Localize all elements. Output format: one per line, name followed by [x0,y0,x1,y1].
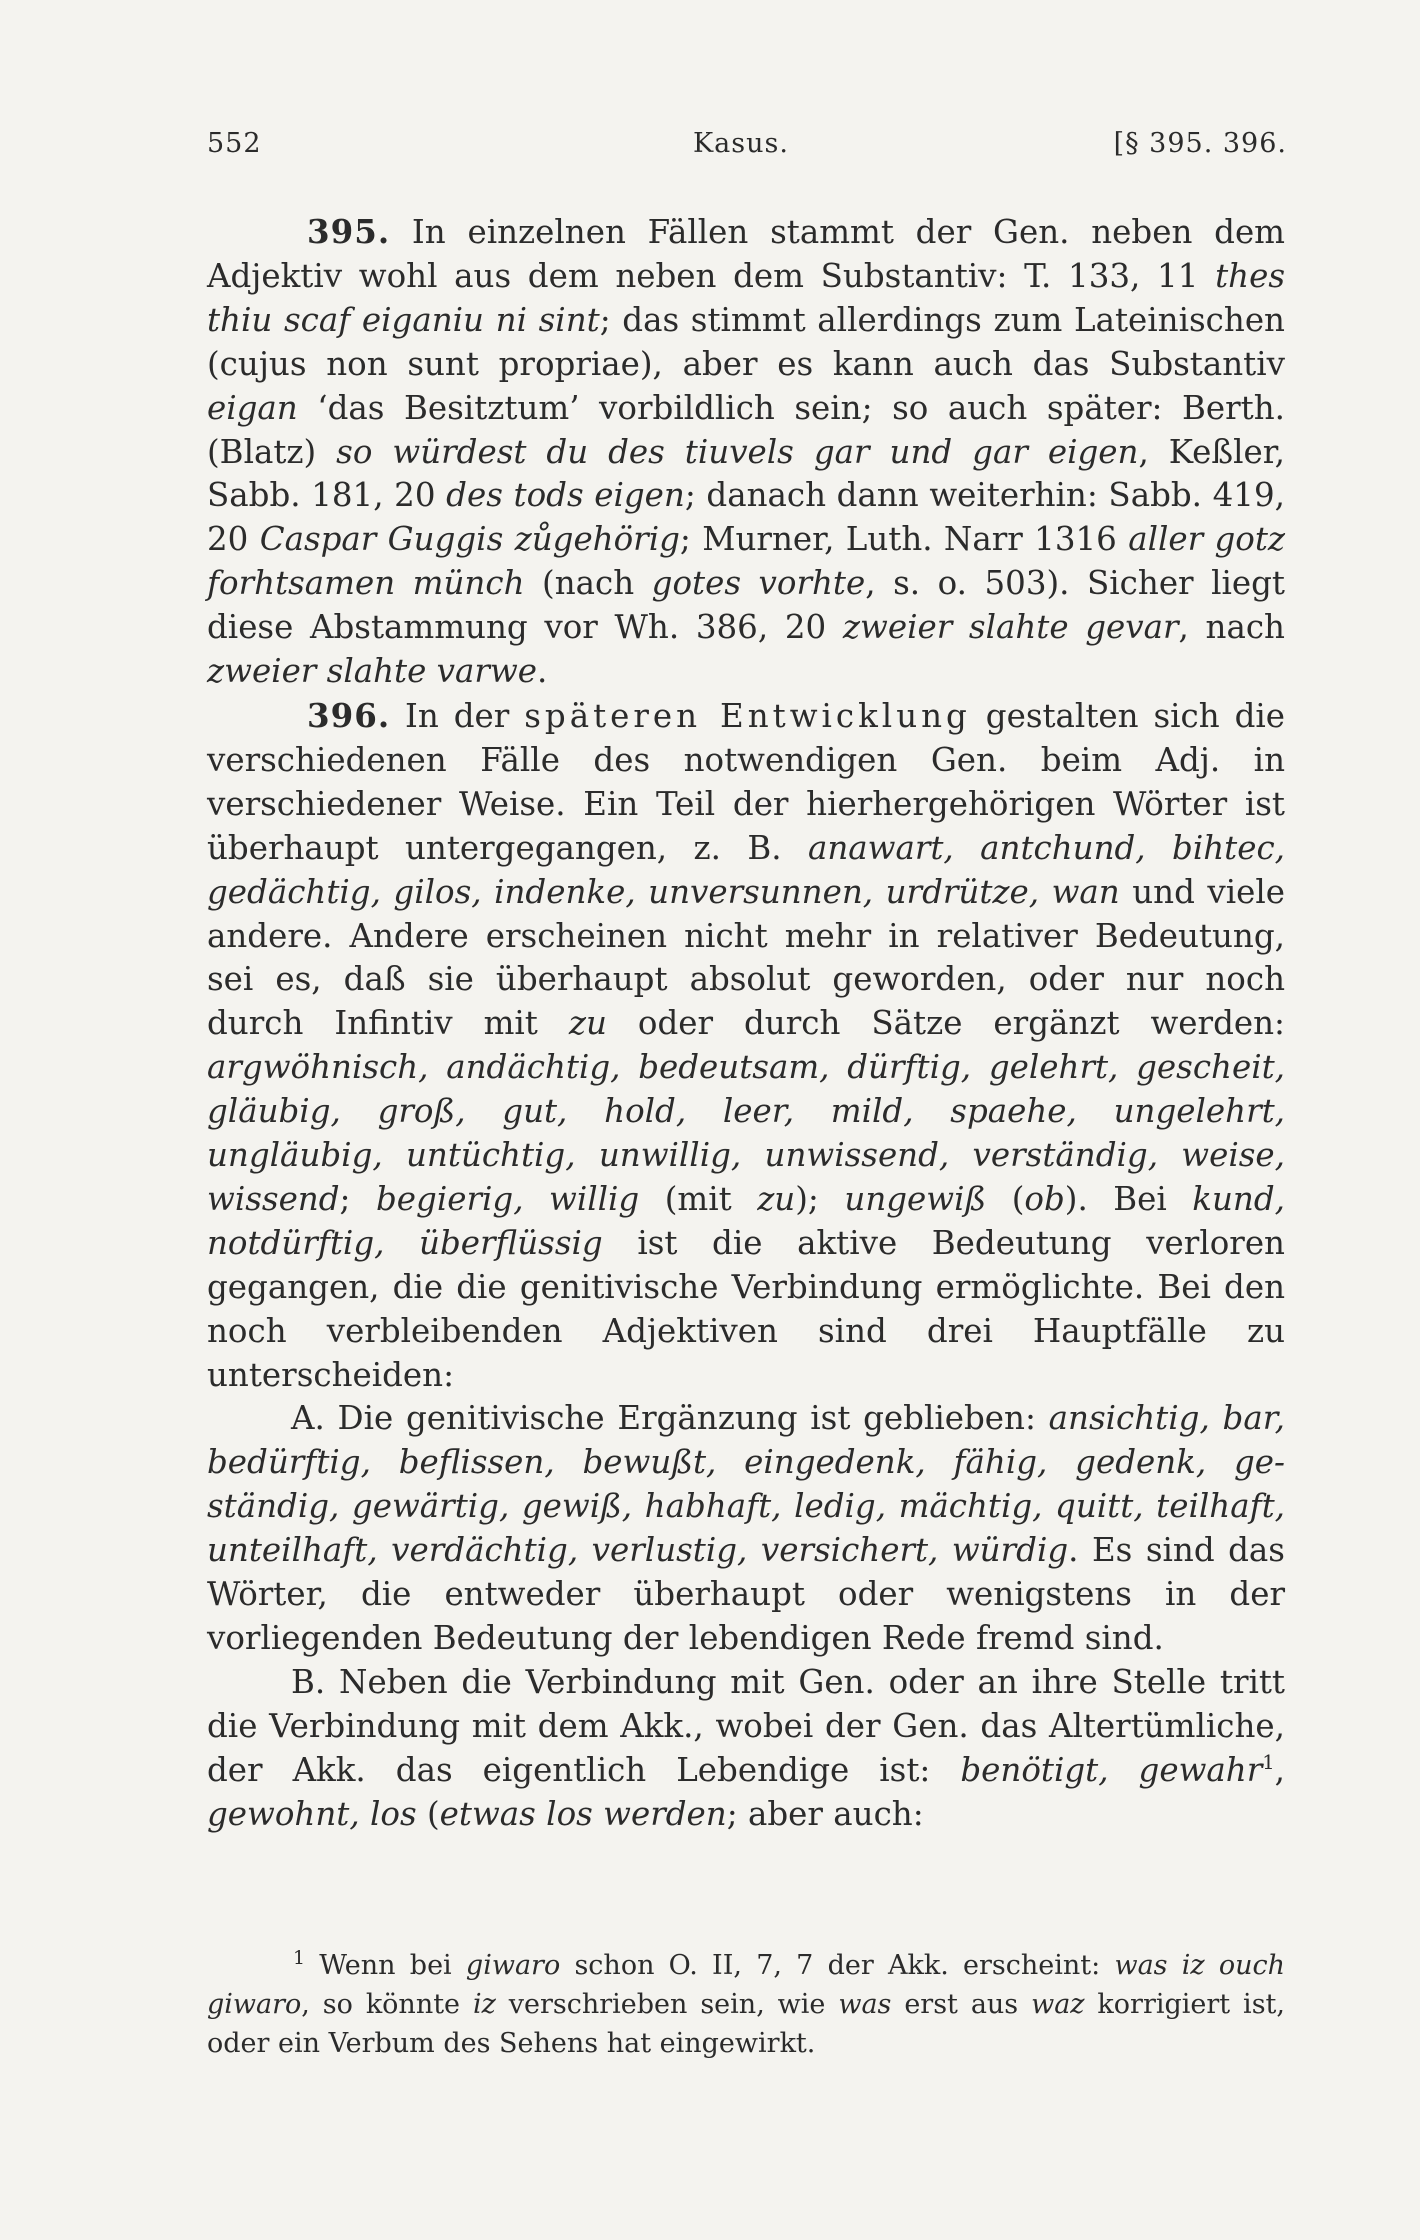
paragraph-number: 395. [307,212,391,251]
running-head [207,128,1287,168]
paragraph-396: 396. In der späteren Entwicklung gestalten sich die verschiedenen Fälle des notwendigen Gen. beim Adj. in verschiedener Weise. Ein Teil der hierhergehörigen Wörter ist überhaupt untergegangen, z. B. anawart, antchund, bihtec, gedächtig, gilos, indenke, unversunnen, urdrütze, wan und viele andere. Andere erscheinen nicht mehr in relativer Bedeutung, sei es, daß sie überhaupt absolut geworden, oder nur noch durch Infintiv mit zu oder durch Sätze ergänzt werden: argwöhnisch, andächtig, bedeutsam, dürftig, gelehrt, gescheit, gläubig, groß, gut, hold, leer, mild, spaehe, ungelehrt, ungläubig, untüchtig, unwillig, unwissend, verständig, weise, wissend; begierig, willig (mit zu); ungewiß (ob). Bei kund, notdürftig, überflüssig ist die aktive Bedeutung verloren gegangen, die die genitivische Verbindung ermöglichte. Bei den noch verbleibenden Adjektiven sind drei Hauptfälle zu unterscheiden: [207,695,1285,1394]
running-title: Kasus. [693,128,789,159]
footnote-mark: 1 [293,1947,306,1969]
section-range: [§ 395. 396. [1113,128,1287,159]
book-page [207,0,1287,2240]
body-text [207,210,1285,1837]
paragraph-b: B. Neben die Verbindung mit Gen. oder an ihre Stelle tritt die Verbindung mit dem Akk., wobei der Gen. das Altertümliche, der Akk. das eigentlich Lebendige ist: benötigt, gewahr$^1$, gewohnt, los (etwas los werden; aber auch: [207,1662,1286,1833]
footnote-reference[interactable]: 1 [1262,1750,1275,1774]
footnote: $^1$ Wenn bei giwaro schon O. II, 7, 7 der Akk. erscheint: was iz ouch giwaro, so könnte iz verschrieben sein, wie was erst aus waz korrigiert ist, oder ein Verbum des Sehens hat eingewirkt. [207,1947,1285,2059]
page-number: 552 [207,128,262,159]
spaced-emphasis: späteren Entwicklung [524,696,971,735]
paragraph-a: A. Die genitivische Ergänzung ist geblieben: ansichtig, bar, bedürftig, beflissen, bewußt, eingedenk, fähig, gedenk, geständig, gewärtig, gewiß, habhaft, ledig, mächtig, quitt, teilhaft, unteilhaft, verdächtig, verlustig, versichert, würdig. Es sind das Wörter, die entweder überhaupt oder wenigstens in der vorliegenden Bedeutung der lebendigen Rede fremd sind. [207,1399,1285,1657]
paragraph-395: 395. In einzelnen Fällen stammt der Gen. neben dem Adjektiv wohl aus dem neben dem Substantiv: T. 133, 11 thes thiu scaf eiganiu ni sint; das stimmt allerdings zum Lateinischen (cujus non sunt propriae), aber es kann auch das Substantiv eigan ‘das Besitztum’ vorbildlich sein; so auch später: Berth. (Blatz) so würdest du des tiuvels gar und gar eigen, Keßler, Sabb. 181, 20 des tods eigen; danach dann weiterhin: Sabb. 419, 20 Caspar Guggis zůgehörig; Murner, Luth. Narr 1316 aller gotz forhtsamen münch (nach gotes vorhte, s. o. 503). Sicher liegt diese Abstammung vor Wh. 386, 20 zweier slahte gevar, nach zweier slahte varwe. [207,212,1286,691]
paragraph-number: 396. [307,695,391,735]
